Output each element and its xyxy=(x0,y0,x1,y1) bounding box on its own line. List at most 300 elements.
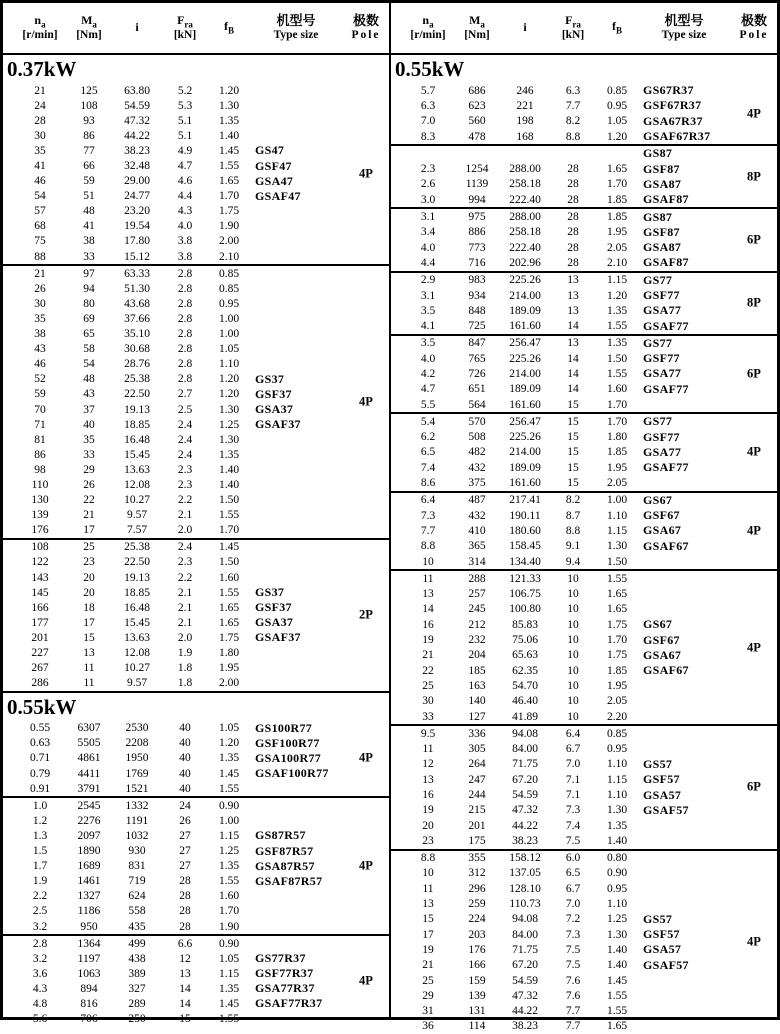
data-row xyxy=(3,966,343,981)
cell-i: 15.45 xyxy=(124,616,150,629)
cell-fb: 1.05 xyxy=(218,952,240,965)
cell-na: 1.3 xyxy=(32,829,48,842)
cell-ma: 77 xyxy=(83,144,95,157)
cell-ma: 1197 xyxy=(77,952,101,965)
cell-fra: 9.4 xyxy=(565,555,581,568)
cell-na: 4.1 xyxy=(420,320,436,333)
cell-ma: 140 xyxy=(468,695,486,708)
cell-fb: 1.65 xyxy=(218,601,240,614)
cell-fb: 2.20 xyxy=(606,710,628,723)
cell-fra: 8.7 xyxy=(565,509,581,522)
cell-i: 100.80 xyxy=(509,603,541,616)
data-row xyxy=(391,225,731,240)
header-ma-symbol: $M_a$ xyxy=(469,12,485,29)
cell-na: 16 xyxy=(422,618,434,631)
cell-type: GSF57 xyxy=(643,772,680,787)
cell-type: GSA87 xyxy=(643,240,682,255)
cell-fra: 7.3 xyxy=(565,804,581,817)
pole-label: 4P xyxy=(359,973,373,988)
cell-type: GSA87R57 xyxy=(255,858,315,873)
cell-fb: 1.35 xyxy=(606,304,628,317)
cell-ma: 25 xyxy=(83,541,95,554)
cell-i: 189.09 xyxy=(509,304,541,317)
cell-fra: 8.8 xyxy=(565,524,581,537)
header-ma-symbol: $M_a$ xyxy=(81,12,97,29)
cell-i: 1521 xyxy=(125,782,149,795)
data-row xyxy=(3,417,343,432)
cell-fra: 3.8 xyxy=(177,235,193,248)
cell-i: 84.00 xyxy=(512,928,538,941)
cell-fb: 1.70 xyxy=(606,415,628,428)
cell-ma: 994 xyxy=(468,193,486,206)
cell-ma: 86 xyxy=(83,129,95,142)
cell-type: GSF67 xyxy=(643,508,680,523)
cell-fra: 15 xyxy=(179,1013,191,1026)
cell-type: GSA77R37 xyxy=(255,981,315,996)
cell-na: 2.2 xyxy=(32,890,48,903)
cell-type: GSF77R37 xyxy=(255,966,314,981)
cell-fb: 1.80 xyxy=(218,647,240,660)
cell-ma: 4411 xyxy=(77,767,101,780)
cell-na: 166 xyxy=(31,601,49,614)
cell-fra: 6.5 xyxy=(565,867,581,880)
cell-i: 222.40 xyxy=(509,193,541,206)
data-row xyxy=(391,757,731,772)
cell-i: 12.08 xyxy=(124,478,150,491)
header-na-unit: [r/min] xyxy=(22,29,58,42)
data-row xyxy=(391,318,731,333)
cell-fra: 7.7 xyxy=(565,1005,581,1018)
cell-fb: 1.10 xyxy=(606,898,628,911)
cell-fb: 1.10 xyxy=(218,358,240,371)
cell-fra: 14 xyxy=(567,367,579,380)
header-type-en: Type size xyxy=(661,28,707,41)
header-cell-ma xyxy=(65,14,113,43)
cell-fb: 1.55 xyxy=(218,782,240,795)
cell-na: 122 xyxy=(31,556,49,569)
cell-i: 719 xyxy=(128,875,146,888)
cell-fra: 7.0 xyxy=(565,898,581,911)
cell-fra: 10 xyxy=(567,679,579,692)
data-block xyxy=(3,264,389,538)
cell-fb: 1.45 xyxy=(218,144,240,157)
cell-fb: 1.65 xyxy=(218,175,240,188)
cell-fb: 1.55 xyxy=(606,367,628,380)
cell-fb: 2.05 xyxy=(606,695,628,708)
cell-type: GSAF57 xyxy=(643,957,689,972)
cell-fb: 1.00 xyxy=(218,328,240,341)
cell-fra: 4.3 xyxy=(177,205,193,218)
data-row xyxy=(3,128,343,143)
cell-type: GSA57 xyxy=(643,787,682,802)
cell-na: 35 xyxy=(34,144,46,157)
cell-fb: 0.95 xyxy=(218,297,240,310)
cell-ma: 232 xyxy=(468,634,486,647)
cell-type: GSF77 xyxy=(643,351,680,366)
cell-i: 41.89 xyxy=(512,710,538,723)
cell-ma: 950 xyxy=(80,920,98,933)
cell-na: 5.7 xyxy=(420,84,436,97)
data-row xyxy=(391,663,731,678)
cell-ma: 33 xyxy=(83,448,95,461)
cell-na: 30 xyxy=(34,129,46,142)
cell-na: 29 xyxy=(422,989,434,1002)
cell-type: GSF47 xyxy=(255,158,292,173)
cell-fra: 3.8 xyxy=(177,250,193,263)
cell-na: 12 xyxy=(422,758,434,771)
cell-fb: 1.05 xyxy=(606,115,628,128)
header-ma-unit: [Nm] xyxy=(464,29,490,42)
cell-na: 35 xyxy=(34,312,46,325)
cell-i: 225.26 xyxy=(509,352,541,365)
header-ma-unit: [Nm] xyxy=(76,29,102,42)
cell-i: 13.63 xyxy=(124,463,150,476)
cell-fb: 1.40 xyxy=(218,129,240,142)
cell-fra: 15 xyxy=(567,398,579,411)
cell-ma: 1890 xyxy=(77,845,101,858)
cell-i: 94.08 xyxy=(512,913,538,926)
data-row xyxy=(3,844,343,859)
cell-na: 13 xyxy=(422,773,434,786)
cell-ma: 59 xyxy=(83,175,95,188)
header-cell-type xyxy=(249,14,343,42)
cell-i: 32.48 xyxy=(124,160,150,173)
cell-na: 177 xyxy=(31,616,49,629)
cell-i: 389 xyxy=(128,967,146,980)
cell-fb: 1.90 xyxy=(218,920,240,933)
data-row xyxy=(3,462,343,477)
data-row xyxy=(391,741,731,756)
cell-i: 16.48 xyxy=(124,433,150,446)
cell-fra: 7.5 xyxy=(565,834,581,847)
cell-fra: 4.9 xyxy=(177,144,193,157)
data-row xyxy=(3,904,343,919)
cell-type: GSF37 xyxy=(255,386,292,401)
cell-fb: 1.70 xyxy=(606,634,628,647)
data-row xyxy=(391,617,731,632)
cell-na: 52 xyxy=(34,373,46,386)
cell-fb: 1.65 xyxy=(606,588,628,601)
data-row xyxy=(3,919,343,934)
cell-ma: 288 xyxy=(468,572,486,585)
cell-na: 4.0 xyxy=(420,241,436,254)
cell-na: 6.2 xyxy=(420,431,436,444)
cell-na: 28 xyxy=(34,114,46,127)
cell-na: 3.4 xyxy=(420,226,436,239)
cell-ma: 93 xyxy=(83,114,95,127)
cell-ma: 432 xyxy=(468,509,486,522)
cell-i: 37.66 xyxy=(124,312,150,325)
data-row xyxy=(3,234,343,249)
data-row xyxy=(3,828,343,843)
pole-label: 2P xyxy=(359,607,373,622)
cell-na: 11 xyxy=(422,882,434,895)
left-column xyxy=(3,3,389,1026)
cell-fra: 2.1 xyxy=(177,616,193,629)
cell-na: 3.6 xyxy=(32,967,48,980)
data-row xyxy=(3,661,343,676)
data-row xyxy=(3,523,343,538)
data-row xyxy=(391,787,731,802)
cell-fra: 28 xyxy=(567,211,579,224)
data-block xyxy=(391,412,777,490)
cell-fb: 1.35 xyxy=(218,114,240,127)
cell-type: GS77 xyxy=(643,335,673,350)
cell-na: 5.6 xyxy=(32,1013,48,1026)
data-row xyxy=(391,1004,731,1019)
cell-fra: 2.3 xyxy=(177,556,193,569)
data-row xyxy=(391,694,731,709)
cell-ma: 11 xyxy=(83,677,95,690)
data-row xyxy=(3,189,343,204)
cell-fb: 1.20 xyxy=(218,388,240,401)
cell-i: 250 xyxy=(128,1013,146,1026)
data-row xyxy=(3,936,343,951)
cell-i: 289 xyxy=(128,997,146,1010)
cell-i: 624 xyxy=(128,890,146,903)
data-row xyxy=(391,177,731,192)
cell-fra: 15 xyxy=(567,461,579,474)
cell-ma: 1364 xyxy=(77,937,101,950)
cell-na: 13 xyxy=(422,898,434,911)
header-pole-en: Pole xyxy=(739,28,769,41)
cell-type: GSA77 xyxy=(643,366,682,381)
header-fra-symbol: $F_{ra}$ xyxy=(177,12,193,29)
cell-i: 256.47 xyxy=(509,337,541,350)
cell-fra: 27 xyxy=(179,860,191,873)
cell-ma: 312 xyxy=(468,867,486,880)
cell-fb: 0.85 xyxy=(606,84,628,97)
cell-i: 25.38 xyxy=(124,541,150,554)
pole-label: 4P xyxy=(359,858,373,873)
data-row xyxy=(391,678,731,693)
cell-na: 5.5 xyxy=(420,398,436,411)
cell-type: GSA37 xyxy=(255,402,294,417)
cell-fra: 2.3 xyxy=(177,463,193,476)
data-row xyxy=(3,951,343,966)
cell-ma: 175 xyxy=(468,834,486,847)
cell-ma: 1186 xyxy=(77,905,101,918)
cell-fb: 1.35 xyxy=(218,752,240,765)
cell-type: GS67 xyxy=(643,617,673,632)
cell-i: 38.23 xyxy=(512,1020,538,1033)
cell-i: 288.00 xyxy=(509,163,541,176)
cell-ma: 5505 xyxy=(77,737,101,750)
cell-fra: 1.9 xyxy=(177,647,193,660)
cell-na: 25 xyxy=(422,679,434,692)
section-title: 0.37kW xyxy=(7,57,77,81)
cell-ma: 1063 xyxy=(77,967,101,980)
cell-na: 75 xyxy=(34,235,46,248)
data-row xyxy=(3,432,343,447)
cell-fb: 1.95 xyxy=(606,679,628,692)
cell-fra: 28 xyxy=(567,163,579,176)
cell-ma: 131 xyxy=(468,1005,486,1018)
cell-fb: 0.95 xyxy=(606,99,628,112)
cell-na: 201 xyxy=(31,631,49,644)
cell-na: 19 xyxy=(422,634,434,647)
cell-ma: 1139 xyxy=(465,178,489,191)
cell-i: 327 xyxy=(128,982,146,995)
cell-fb: 1.55 xyxy=(218,160,240,173)
cell-fra: 15 xyxy=(567,431,579,444)
cell-type: GSAF77R37 xyxy=(255,996,323,1011)
cell-fra: 6.7 xyxy=(565,743,581,756)
cell-type: GS57 xyxy=(643,911,673,926)
data-row xyxy=(391,851,731,866)
cell-i: 44.22 xyxy=(512,1005,538,1018)
cell-na: 25 xyxy=(422,974,434,987)
cell-fb: 0.95 xyxy=(606,743,628,756)
cell-type: GSF57 xyxy=(643,927,680,942)
cell-fb: 0.95 xyxy=(606,882,628,895)
header-pole-en: Pole xyxy=(351,28,381,41)
cell-fra: 8.2 xyxy=(565,494,581,507)
header-cell-type xyxy=(637,14,731,42)
cell-na: 19 xyxy=(422,943,434,956)
cell-i: 189.09 xyxy=(509,461,541,474)
cell-na: 7.3 xyxy=(420,509,436,522)
cell-fb: 1.25 xyxy=(218,845,240,858)
cell-na: 9.5 xyxy=(420,727,436,740)
cell-fra: 7.7 xyxy=(565,1020,581,1033)
cell-type: GSAF47 xyxy=(255,188,301,203)
cell-fra: 13 xyxy=(567,274,579,287)
data-row xyxy=(391,554,731,569)
cell-na: 3.2 xyxy=(32,952,48,965)
cell-na: 2.3 xyxy=(420,163,436,176)
cell-ma: 560 xyxy=(468,115,486,128)
cell-fb: 1.20 xyxy=(218,84,240,97)
cell-ma: 2545 xyxy=(77,799,101,812)
data-row xyxy=(391,803,731,818)
cell-na: 15 xyxy=(422,913,434,926)
data-row xyxy=(3,874,343,889)
cell-fra: 7.4 xyxy=(565,819,581,832)
data-row xyxy=(3,736,343,751)
cell-fra: 2.1 xyxy=(177,509,193,522)
data-block xyxy=(391,334,777,412)
cell-type: GSA47 xyxy=(255,173,294,188)
cell-fb: 1.95 xyxy=(606,461,628,474)
cell-na: 5.4 xyxy=(420,415,436,428)
cell-ma: 848 xyxy=(468,304,486,317)
pole-label: 6P xyxy=(747,366,761,381)
cell-ma: 264 xyxy=(468,758,486,771)
cell-na: 1.0 xyxy=(32,799,48,812)
cell-fra: 4.7 xyxy=(177,160,193,173)
data-row xyxy=(3,555,343,570)
cell-ma: 21 xyxy=(83,509,95,522)
pole-label: 4P xyxy=(359,166,373,181)
data-row xyxy=(391,430,731,445)
cell-type: GS67 xyxy=(643,492,673,507)
data-row xyxy=(391,833,731,848)
cell-ma: 1254 xyxy=(465,163,489,176)
cell-i: 47.32 xyxy=(512,804,538,817)
cell-fra: 14 xyxy=(567,383,579,396)
cell-fb: 1.30 xyxy=(606,804,628,817)
cell-fra: 28 xyxy=(567,241,579,254)
cell-na: 19 xyxy=(422,804,434,817)
header-na-symbol: $n_a$ xyxy=(34,12,46,29)
cell-i: 225.26 xyxy=(509,431,541,444)
cell-i: 202.96 xyxy=(509,256,541,269)
cell-fb: 1.70 xyxy=(606,398,628,411)
cell-ma: 773 xyxy=(468,241,486,254)
cell-na: 6.4 xyxy=(420,494,436,507)
cell-i: 44.22 xyxy=(512,819,538,832)
data-row xyxy=(3,204,343,219)
cell-fb: 0.80 xyxy=(606,852,628,865)
header-type-en: Type size xyxy=(273,28,319,41)
cell-fb: 1.20 xyxy=(218,373,240,386)
cell-fra: 2.0 xyxy=(177,631,193,644)
cell-na: 81 xyxy=(34,433,46,446)
cell-fb: 1.10 xyxy=(606,509,628,522)
cell-ma: 51 xyxy=(83,190,95,203)
header-cell-fra xyxy=(549,14,597,43)
cell-na: 4.7 xyxy=(420,383,436,396)
cell-fb: 1.95 xyxy=(606,226,628,239)
cell-i: 24.77 xyxy=(124,190,150,203)
cell-ma: 22 xyxy=(83,494,95,507)
cell-type: GSF37 xyxy=(255,600,292,615)
cell-i: 12.08 xyxy=(124,647,150,660)
cell-fb: 1.35 xyxy=(606,819,628,832)
cell-fra: 2.8 xyxy=(177,282,193,295)
cell-i: 15.12 xyxy=(124,250,150,263)
cell-ma: 26 xyxy=(83,478,95,491)
header-pole-cn: 极数 xyxy=(740,12,767,28)
cell-ma: 13 xyxy=(83,647,95,660)
cell-na: 17 xyxy=(422,928,434,941)
data-row xyxy=(391,98,731,113)
cell-fra: 4.6 xyxy=(177,175,193,188)
cell-fra: 13 xyxy=(567,289,579,302)
cell-ma: 58 xyxy=(83,343,95,356)
cell-ma: 765 xyxy=(468,352,486,365)
data-row xyxy=(391,240,731,255)
data-row xyxy=(3,859,343,874)
cell-na: 2.5 xyxy=(32,905,48,918)
cell-fra: 40 xyxy=(179,722,191,735)
cell-na: 23 xyxy=(422,834,434,847)
cell-type: GSAF67R37 xyxy=(643,129,711,144)
cell-ma: 4861 xyxy=(77,752,101,765)
cell-ma: 97 xyxy=(83,267,95,280)
cell-fra: 28 xyxy=(179,905,191,918)
cell-type: GSA100R77 xyxy=(255,750,322,765)
header-type-cn: 机型号 xyxy=(276,12,316,28)
cell-na: 4.0 xyxy=(420,352,436,365)
cell-type: GSA77 xyxy=(643,444,682,459)
cell-ma: 564 xyxy=(468,398,486,411)
header-cell-i xyxy=(113,21,161,35)
cell-fb: 1.65 xyxy=(606,163,628,176)
cell-fb: 1.60 xyxy=(218,890,240,903)
cell-ma: 125 xyxy=(80,84,98,97)
cell-fb: 1.70 xyxy=(218,524,240,537)
cell-fb: 1.10 xyxy=(606,758,628,771)
cell-i: 25.38 xyxy=(124,373,150,386)
cell-na: 43 xyxy=(34,343,46,356)
cell-i: 19.13 xyxy=(124,571,150,584)
cell-i: 30.68 xyxy=(124,343,150,356)
cell-i: 15.45 xyxy=(124,448,150,461)
cell-ma: 725 xyxy=(468,320,486,333)
cell-ma: 69 xyxy=(83,312,95,325)
